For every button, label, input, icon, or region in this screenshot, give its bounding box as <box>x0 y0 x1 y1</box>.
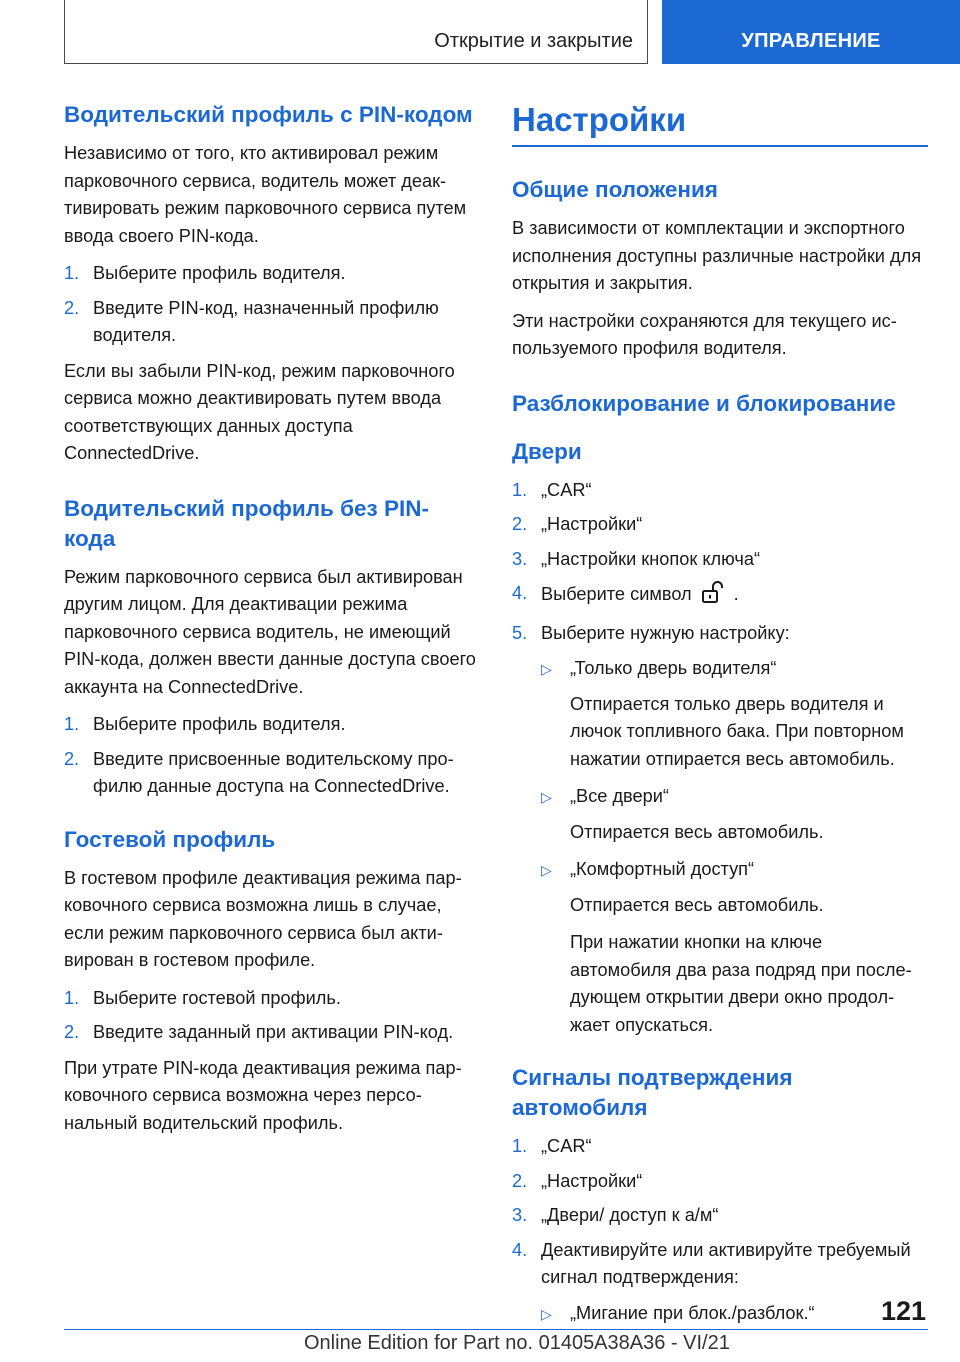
left-column <box>64 100 478 1147</box>
paragraph-pin-intro: Независимо от того, кто активировал режим парковочного сервиса, водитель может деактивировать режим парковочного сервиса путем ввода своего PIN-кода. <box>64 143 467 246</box>
page-number: 121 <box>880 1296 926 1326</box>
heading-signals: Сигналы подтверждения автомобиля <box>512 1065 793 1120</box>
list-item: 4. Выберите символ . <box>512 580 928 613</box>
triangle-bullet-icon: ▷ <box>541 789 552 805</box>
paragraph-no-pin-intro: Режим парковочного сервиса был активирован другим лицом. Для деактивации режима парковочного сервиса водитель, не имеющий PIN-кода, должен ввести данные доступа своего аккаунта на ConnectedDrive. <box>64 566 476 697</box>
list-item: 1. Выберите гостевой профиль. <box>64 987 341 1008</box>
list-item: 2. Введите присвоенные водительскому профилю данные доступа на ConnectedDrive. <box>64 748 454 796</box>
list-item: 1. Выберите профиль водителя. <box>64 263 346 283</box>
paragraph-general-2: Эти настройки сохраняются для текущего используемого профиля водителя. <box>512 310 897 358</box>
options-doors <box>512 856 928 884</box>
option-item: ▷ „Мигание при блок./разблок.“ <box>512 1300 928 1328</box>
heading-doors: Двери <box>512 438 582 464</box>
option-item: ▷ „Комфортный доступ“ <box>512 856 928 884</box>
section-title: Открытие и закрытие <box>434 30 633 52</box>
heading-unlock: Разблокирование и блокирование <box>512 390 896 416</box>
list-item: 3. „Настройки кнопок ключа“ <box>512 548 761 569</box>
list-item: 3. „Двери/ доступ к а/м“ <box>512 1205 719 1225</box>
paragraph-pin-note: Если вы забыли PIN-код, режим парковочного сервиса можно деактивировать путем ввода соответствующих данных доступа ConnectedDrive. <box>64 360 455 463</box>
list-item: 1. Выберите профиль водителя. <box>64 714 346 734</box>
option-item: ▷ „Все двери“ <box>512 783 928 811</box>
heading-no-pin-profile: Водительский профиль без PIN-кода <box>64 495 429 551</box>
option-description: Отпирается весь автомобиль. <box>570 894 824 915</box>
paragraph-guest-intro: В гостевом профиле деактивация режима парковочного сервиса возможна лишь в случае, если режим парковочного сервиса был активирован в гостевом профиле. <box>64 867 462 970</box>
paragraph-guest-note: При утрате PIN-кода деактивация режима парковочного сервиса возможна через персональный водительский профиль. <box>64 1057 462 1133</box>
option-description: При нажатии кнопки на ключе автомобиля два раза подряд при последующем открытии двери окно продолжает опускаться. <box>570 932 912 1035</box>
list-item: 5. Выберите нужную настройку: <box>512 622 790 643</box>
steps-signals <box>512 1133 928 1292</box>
list-item: 2. Введите PIN-код, назначенный профилю водителя. <box>64 297 439 345</box>
heading-general: Общие положения <box>512 177 718 202</box>
option-item: ▷ „Только дверь водителя“ <box>512 655 928 683</box>
paragraph-general-1: В зависимости от комплектации и экспортного исполнения доступны различные настройки для открытия и закрытия. <box>512 218 922 293</box>
page-title: Настройки <box>512 100 928 147</box>
list-item: 2. „Настройки“ <box>512 514 643 534</box>
triangle-bullet-icon: ▷ <box>541 1305 552 1322</box>
footer-rule <box>64 1329 928 1330</box>
list-item: 2. Введите заданный при активации PIN-код. <box>64 1022 454 1042</box>
unlock-icon <box>700 580 726 613</box>
list-item: 2. „Настройки“ <box>512 1170 643 1191</box>
steps-guest-profile <box>64 985 478 1047</box>
triangle-bullet-icon: ▷ <box>541 862 552 878</box>
list-item: 1. „CAR“ <box>512 479 592 500</box>
right-column <box>512 100 928 1335</box>
options-doors <box>512 783 928 811</box>
option-description: Отпирается весь автомобиль. <box>570 821 824 842</box>
list-item: 1. „CAR“ <box>512 1136 592 1156</box>
triangle-bullet-icon: ▷ <box>541 661 552 677</box>
steps-doors <box>512 477 928 648</box>
options-signals <box>512 1300 928 1328</box>
option-description: Отпирается только дверь водителя и лючок топливного бака. При повторном нажатии отпирается весь автомобиль. <box>570 693 904 769</box>
heading-pin-profile: Водительский профиль с PIN-кодом <box>64 102 473 127</box>
edition-line: Online Edition for Part no. 01405A38A36 - VI/21 <box>304 1332 730 1354</box>
header-section-box <box>64 0 648 64</box>
steps-no-pin-profile <box>64 711 478 801</box>
list-item: 4. Деактивируйте или активируйте требуемый сигнал подтверждения: <box>512 1239 911 1287</box>
steps-pin-profile <box>64 260 478 350</box>
heading-guest-profile: Гостевой профиль <box>64 826 276 852</box>
chapter-tab: УПРАВЛЕНИЕ <box>662 0 960 64</box>
options-doors <box>512 655 928 683</box>
